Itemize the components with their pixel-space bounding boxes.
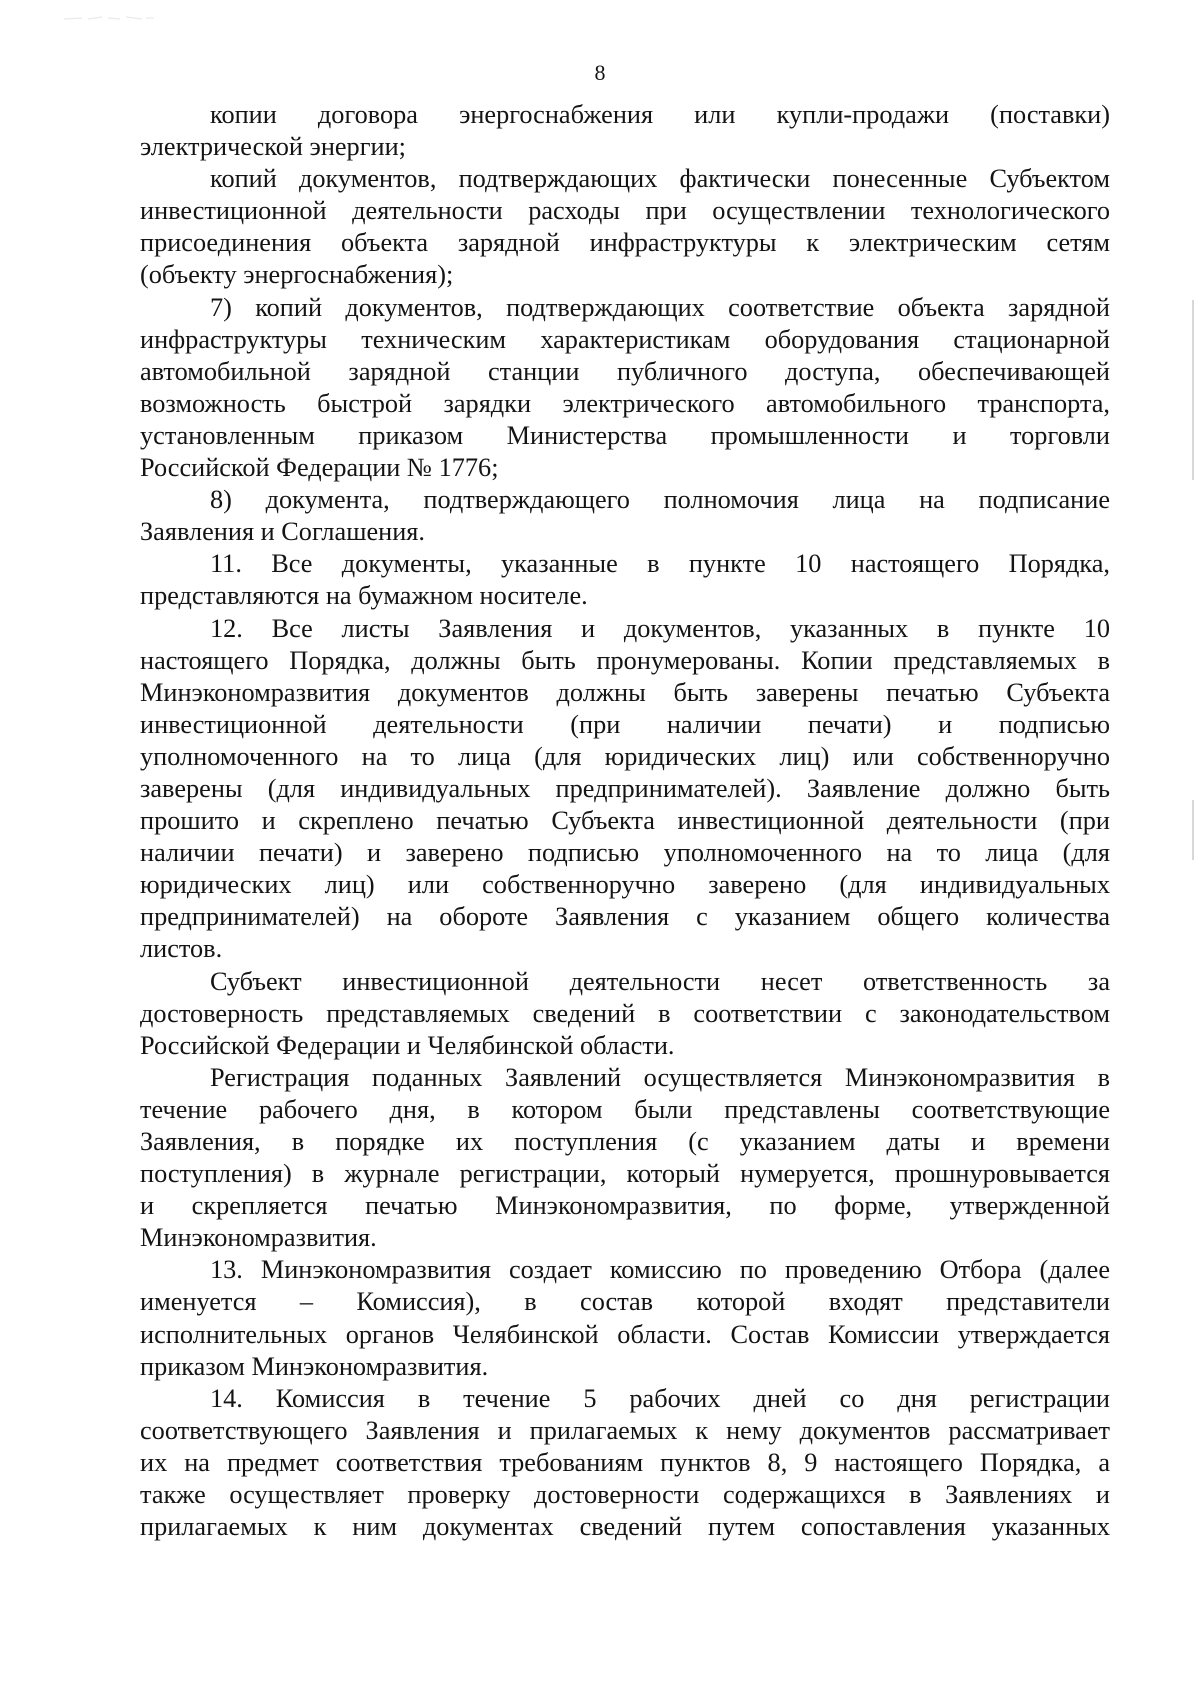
text-line: инвестиционной деятельности (при наличии печати) и подписью — [140, 709, 1110, 739]
document-body — [140, 99, 1110, 1543]
paragraph — [140, 613, 1110, 966]
text-line: уполномоченного на то лица (для юридических лиц) или собственноручно — [140, 741, 1110, 771]
scan-edge-artifact — [1192, 300, 1194, 480]
text-line: заверены (для индивидуальных предпринимателей). Заявление должно быть — [140, 773, 1110, 803]
text-line: 14. Комиссия в течение 5 рабочих дней со дня регистрации — [210, 1383, 1110, 1413]
page-number: 8 — [594, 60, 606, 85]
text-line: листов. — [140, 934, 223, 964]
text-line: представляются на бумажном носителе. — [140, 581, 588, 611]
text-line: 7) копий документов, подтверждающих соответствие объекта зарядной — [210, 292, 1110, 322]
text-line: прошито и скреплено печатью Субъекта инвестиционной деятельности (при — [140, 806, 1110, 836]
text-line: течение рабочего дня, в котором были представлены соответствующие — [140, 1094, 1110, 1124]
text-line: электрической энергии; — [140, 132, 406, 162]
text-line: 8) документа, подтверждающего полномочия лица на подписание — [210, 485, 1110, 515]
text-line: и скрепляется печатью Минэкономразвития, по форме, утвержденной — [140, 1191, 1110, 1221]
text-line: Заявления и Соглашения. — [140, 517, 425, 547]
text-line: исполнительных органов Челябинской области. Состав Комиссии утверждается — [140, 1319, 1110, 1349]
text-line: Российской Федерации № 1776; — [140, 453, 499, 483]
paragraph — [140, 1383, 1110, 1543]
scan-artifact — [62, 14, 157, 22]
text-line: инвестиционной деятельности расходы при осуществлении технологического — [140, 196, 1110, 226]
text-line: автомобильной зарядной станции публичного доступа, обеспечивающей — [140, 356, 1110, 386]
text-line: наличии печати) и заверено подписью уполномоченного на то лица (для — [140, 838, 1110, 868]
paragraph — [140, 99, 1110, 163]
paragraph — [140, 163, 1110, 291]
text-line: приказом Минэкономразвития. — [140, 1351, 489, 1381]
text-line: (объекту энергоснабжения); — [140, 260, 454, 290]
text-line: Регистрация поданных Заявлений осуществляется Минэкономразвития в — [210, 1062, 1110, 1092]
text-line: прилагаемых к ним документах сведений путем сопоставления указанных — [140, 1512, 1110, 1542]
paragraph — [140, 292, 1110, 485]
text-line: поступления) в журнале регистрации, который нумеруется, прошнуровывается — [140, 1159, 1110, 1189]
paragraph — [140, 548, 1110, 612]
paragraph — [140, 1254, 1110, 1382]
text-line: Заявления, в порядке их поступления (с указанием даты и времени — [140, 1127, 1110, 1156]
text-line: достоверность представляемых сведений в соответствии с законодательством — [140, 998, 1110, 1028]
text-line: Российской Федерации и Челябинской области. — [140, 1030, 675, 1060]
paragraph — [140, 966, 1110, 1062]
text-line: Субъект инвестиционной деятельности несет ответственность за — [210, 966, 1110, 996]
scan-edge-artifact — [1192, 800, 1194, 860]
text-line: соответствующего Заявления и прилагаемых к нему документов рассматривает — [140, 1415, 1110, 1445]
text-line: Минэкономразвития. — [140, 1223, 377, 1253]
text-line: именуется – Комиссия), в состав которой входят представители — [140, 1287, 1110, 1317]
text-line: копий документов, подтверждающих фактически понесенные Субъектом — [210, 164, 1110, 194]
text-line: их на предмет соответствия требованиям пунктов 8, 9 настоящего Порядка, а — [140, 1447, 1110, 1477]
paragraph — [140, 1062, 1110, 1255]
text-line: 12. Все листы Заявления и документов, указанных в пункте 10 — [210, 613, 1110, 643]
text-line: 11. Все документы, указанные в пункте 10 настоящего Порядка, — [210, 549, 1110, 579]
text-line: 13. Минэкономразвития создает комиссию по проведению Отбора (далее — [210, 1255, 1110, 1285]
text-line: предпринимателей) на обороте Заявления с указанием общего количества — [140, 902, 1110, 932]
text-line: настоящего Порядка, должны быть пронумерованы. Копии представляемых в — [140, 645, 1110, 675]
paragraph — [140, 484, 1110, 548]
text-line: Минэкономразвития документов должны быть заверены печатью Субъекта — [140, 677, 1110, 707]
text-line: инфраструктуры техническим характеристикам оборудования стационарной — [140, 324, 1110, 354]
text-line: также осуществляет проверку достоверности содержащихся в Заявлениях и — [140, 1480, 1110, 1510]
text-line: установленным приказом Министерства промышленности и торговли — [140, 420, 1110, 450]
text-line: присоединения объекта зарядной инфраструктуры к электрическим сетям — [140, 228, 1110, 258]
text-line: юридических лиц) или собственноручно заверено (для индивидуальных — [140, 870, 1110, 900]
text-line: возможность быстрой зарядки электрического автомобильного транспорта, — [140, 388, 1110, 418]
text-line: копии договора энергоснабжения или купли-продажи (поставки) — [210, 100, 1110, 129]
